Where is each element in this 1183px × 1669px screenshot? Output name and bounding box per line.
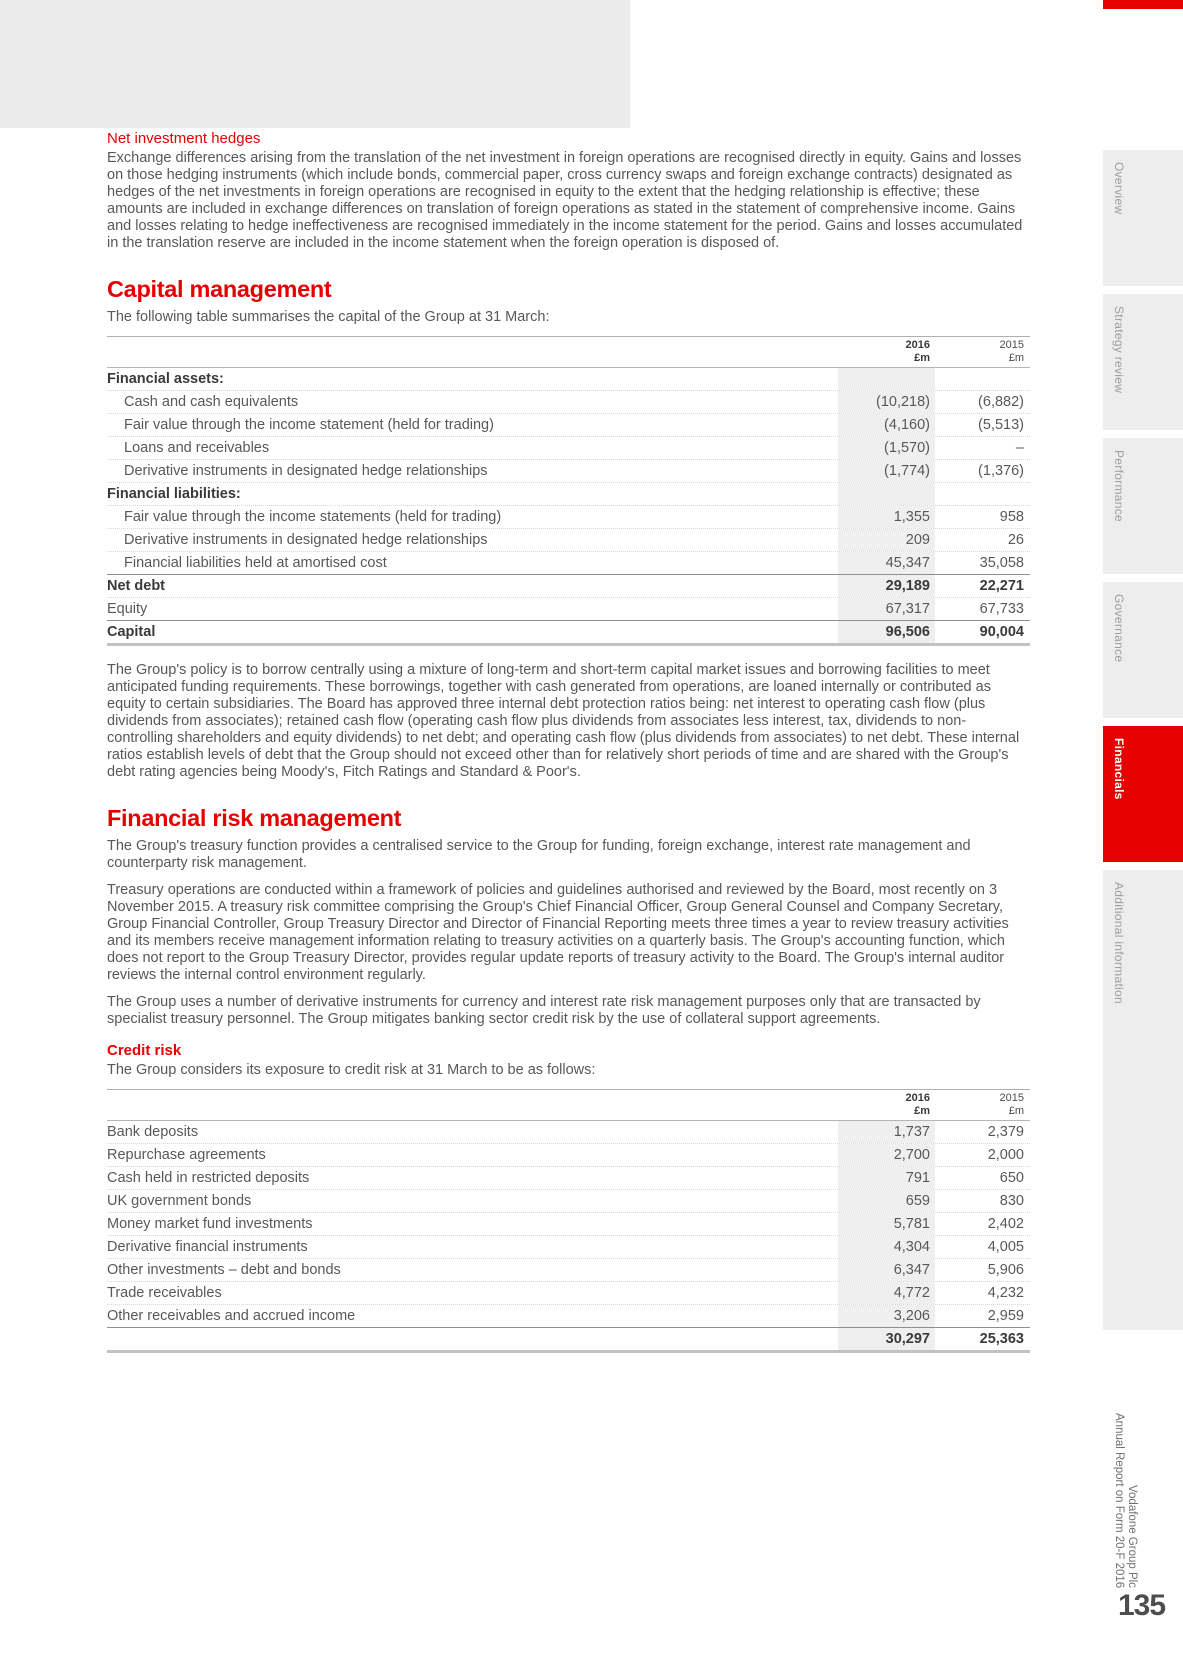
value-2016: 3,206	[838, 1305, 935, 1327]
table-row	[107, 1189, 1030, 1212]
year-label: 2015	[999, 1092, 1024, 1104]
sidebar-tab-governance[interactable]	[1103, 582, 1183, 718]
table-row	[107, 1143, 1030, 1166]
row-label: Net debt	[107, 577, 165, 594]
sidebar-tab-financials[interactable]	[1103, 726, 1183, 862]
row-label: Equity	[107, 600, 148, 617]
table-row	[107, 459, 1030, 482]
footer-vertical-text	[1112, 1398, 1138, 1588]
top-red-strip	[1103, 0, 1183, 9]
value-2016: 30,297	[838, 1328, 935, 1350]
row-label: UK government bonds	[107, 1192, 252, 1209]
table-row	[107, 1258, 1030, 1281]
value-2015: (6,882)	[978, 393, 1024, 410]
column-header-2015	[935, 1092, 1030, 1118]
value-2015: 5,906	[987, 1261, 1024, 1278]
table-row	[107, 436, 1030, 459]
table-row	[107, 597, 1030, 620]
unit-label: £m	[1008, 1105, 1024, 1117]
unit-label: £m	[914, 1105, 930, 1117]
column-header-2016	[838, 339, 935, 365]
value-2016: 45,347	[838, 552, 935, 574]
value-2015: (5,513)	[978, 416, 1024, 433]
footer-report-title: Annual Report on Form 20-F 2016	[1113, 1412, 1125, 1588]
sidebar-tab-label: Financials	[1112, 738, 1126, 800]
value-2015: 67,733	[979, 600, 1024, 617]
value-2016: 1,737	[838, 1121, 935, 1143]
table-row	[107, 390, 1030, 413]
column-header-2016	[838, 1092, 935, 1118]
value-2015: 830	[999, 1192, 1024, 1209]
table-row	[107, 1327, 1030, 1353]
value-2016: 4,772	[838, 1282, 935, 1304]
table-row	[107, 574, 1030, 597]
value-2016: 5,781	[838, 1213, 935, 1235]
value-2015: 4,232	[987, 1284, 1024, 1301]
value-2015: 2,379	[987, 1123, 1024, 1140]
value-2016: 6,347	[838, 1259, 935, 1281]
capital-management-heading: Capital management	[107, 276, 332, 302]
table-row	[107, 1281, 1030, 1304]
footer-company-name: Vodafone Group Plc	[1126, 1485, 1138, 1588]
value-2015: 2,959	[987, 1307, 1024, 1324]
row-label: Trade receivables	[107, 1284, 222, 1301]
capital-policy-paragraph: The Group's policy is to borrow centrally using a mixture of long-term and short-term capital market issues and borrowing facilities to meet anticipated funding requirements. These borrowings, together with cash generated from operations, are loaned internally or contributed as equity to certain subsidiaries. The Board has approved three internal debt protection ratios being: net interest to operating cash flow (plus dividends from associates); retained cash flow (operating cash flow plus dividends from associates less interest, tax, dividends to non-controlling shareholders and equity dividends) to net debt; and operating cash flow (plus dividends from associates) to net debt. These internal ratios establish levels of debt that the Group should not exceed other than for relatively short periods of time and are shared with the Group's debt rating agencies being Moody's, Fitch Ratings and Standard & Poor's.	[107, 662, 1020, 780]
value-2015: 2,402	[987, 1215, 1024, 1232]
value-2016: 2,700	[838, 1144, 935, 1166]
row-label: Cash and cash equivalents	[124, 393, 299, 410]
table-row	[107, 368, 1030, 390]
sidebar-tab-overview[interactable]	[1103, 150, 1183, 286]
value-2016: (10,218)	[838, 391, 935, 413]
row-label: Other investments – debt and bonds	[107, 1261, 341, 1278]
value-2015	[935, 368, 1030, 390]
value-2016: 791	[838, 1167, 935, 1189]
value-2016	[838, 368, 935, 390]
value-2015: 650	[999, 1169, 1024, 1186]
row-label: Repurchase agreements	[107, 1146, 266, 1163]
table-row	[107, 505, 1030, 528]
main-content	[107, 130, 1030, 1369]
row-label: Derivative instruments in designated hedge relationships	[124, 462, 488, 479]
table-row	[107, 551, 1030, 574]
unit-label: £m	[1008, 352, 1024, 364]
row-label: Derivative financial instruments	[107, 1238, 308, 1255]
year-label: 2016	[905, 339, 930, 351]
table-row	[107, 1166, 1030, 1189]
header-spacer	[107, 339, 838, 365]
row-label: Other receivables and accrued income	[107, 1307, 356, 1324]
sidebar-tab-label: Performance	[1112, 450, 1126, 522]
value-2016: (4,160)	[838, 414, 935, 436]
table-row	[107, 482, 1030, 505]
credit-table-body	[107, 1121, 1030, 1353]
value-2016: 4,304	[838, 1236, 935, 1258]
value-2016: 96,506	[838, 621, 935, 643]
value-2015: 90,004	[979, 623, 1024, 640]
capital-table-body	[107, 368, 1030, 646]
sidebar-tab-performance[interactable]	[1103, 438, 1183, 574]
row-label: Fair value through the income statements (held for trading)	[124, 508, 502, 525]
table-row	[107, 413, 1030, 436]
table-row	[107, 1235, 1030, 1258]
credit-risk-heading: Credit risk	[107, 1042, 182, 1059]
sidebar-tab-label: Governance	[1112, 594, 1126, 663]
sidebar-tab-additional-information[interactable]	[1103, 870, 1183, 1330]
table-row	[107, 528, 1030, 551]
credit-table-header	[107, 1089, 1030, 1121]
column-header-2015	[935, 339, 1030, 365]
value-2015: 25,363	[979, 1330, 1024, 1347]
row-label: Financial liabilities:	[107, 485, 241, 502]
capital-table	[107, 336, 1030, 646]
top-gray-band	[0, 0, 630, 128]
value-2015: 2,000	[987, 1146, 1024, 1163]
year-label: 2015	[999, 339, 1024, 351]
capital-management-intro: The following table summarises the capital of the Group at 31 March:	[107, 309, 550, 325]
value-2015: 22,271	[979, 577, 1024, 594]
value-2015: 958	[999, 508, 1024, 525]
credit-risk-intro: The Group considers its exposure to credit risk at 31 March to be as follows:	[107, 1062, 596, 1078]
table-row	[107, 1121, 1030, 1143]
sidebar-tab-label: Strategy review	[1112, 306, 1126, 394]
credit-risk-table	[107, 1089, 1030, 1353]
row-label: Money market fund investments	[107, 1215, 313, 1232]
row-label: Derivative instruments in designated hedge relationships	[124, 531, 488, 548]
value-2016: 209	[838, 529, 935, 551]
sidebar-tab-strategy-review[interactable]	[1103, 294, 1183, 430]
value-2016: 67,317	[838, 598, 935, 620]
table-row	[107, 1304, 1030, 1327]
value-2015: 26	[1007, 531, 1024, 548]
value-2016	[838, 483, 935, 505]
year-label: 2016	[905, 1092, 930, 1104]
frm-paragraph-3: The Group uses a number of derivative instruments for currency and interest rate risk management purposes only that are transacted by specialist treasury personnel. The Group mitigates banking sector credit risk by the use of collateral support agreements.	[107, 994, 981, 1027]
value-2015: 35,058	[979, 554, 1024, 571]
value-2015: –	[1015, 439, 1024, 456]
unit-label: £m	[914, 352, 930, 364]
page-number: 135	[1118, 1589, 1166, 1622]
row-label: Financial liabilities held at amortised cost	[124, 554, 387, 571]
sidebar-tab-label: Overview	[1112, 162, 1126, 215]
value-2015: (1,376)	[978, 462, 1024, 479]
capital-table-header	[107, 336, 1030, 368]
value-2016: (1,570)	[838, 437, 935, 459]
value-2015: 4,005	[987, 1238, 1024, 1255]
frm-paragraph-2: Treasury operations are conducted within a framework of policies and guidelines authorised and reviewed by the Board, most recently on 3 November 2015. A treasury risk committee comprising the Group's Chief Financial Officer, Group General Counsel and Company Secretary, Group Financial Controller, Group Treasury Director and Director of Financial Reporting meets three times a year to review treasury activities and its members receive management information relating to treasury activities on a quarterly basis. The Group's accounting function, which does not report to the Group Treasury Director, provides regular update reports of treasury activity to the Board. The Group's internal auditor reviews the internal control environment regularly.	[107, 882, 1009, 983]
table-row	[107, 1212, 1030, 1235]
frm-paragraph-1: The Group's treasury function provides a centralised service to the Group for funding, foreign exchange, interest rate management and counterparty risk management.	[107, 838, 971, 871]
row-label: Capital	[107, 623, 156, 640]
header-spacer	[107, 1092, 838, 1118]
row-label: Loans and receivables	[124, 439, 270, 456]
financial-risk-management-heading: Financial risk management	[107, 805, 402, 831]
value-2016: 29,189	[838, 575, 935, 597]
sidebar-tab-label: Additional information	[1112, 882, 1126, 1005]
value-2016: 659	[838, 1190, 935, 1212]
row-label: Fair value through the income statement (held for trading)	[124, 416, 494, 433]
row-label: Cash held in restricted deposits	[107, 1169, 310, 1186]
net-investment-hedges-paragraph: Exchange differences arising from the translation of the net investment in foreign operations are recognised directly in equity. Gains and losses on those hedging instruments (which include bonds, commercial paper, cross currency swaps and foreign exchange contracts) designated as hedges of the net investments in foreign operations are recognised in equity to the extent that the hedging relationship is effective; these amounts are included in exchange differences on translation of foreign operations as stated in the statement of comprehensive income. Gains and losses relating to hedge ineffectiveness are recognised immediately in the income statement for the period. Gains and losses accumulated in the translation reserve are included in the income statement when the foreign operation is disposed of.	[107, 150, 1023, 251]
value-2015	[935, 483, 1030, 505]
row-label: Financial assets:	[107, 370, 224, 387]
row-label: Bank deposits	[107, 1123, 199, 1140]
net-investment-hedges-heading: Net investment hedges	[107, 130, 261, 147]
table-row	[107, 620, 1030, 646]
value-2016: 1,355	[838, 506, 935, 528]
value-2016: (1,774)	[838, 460, 935, 482]
